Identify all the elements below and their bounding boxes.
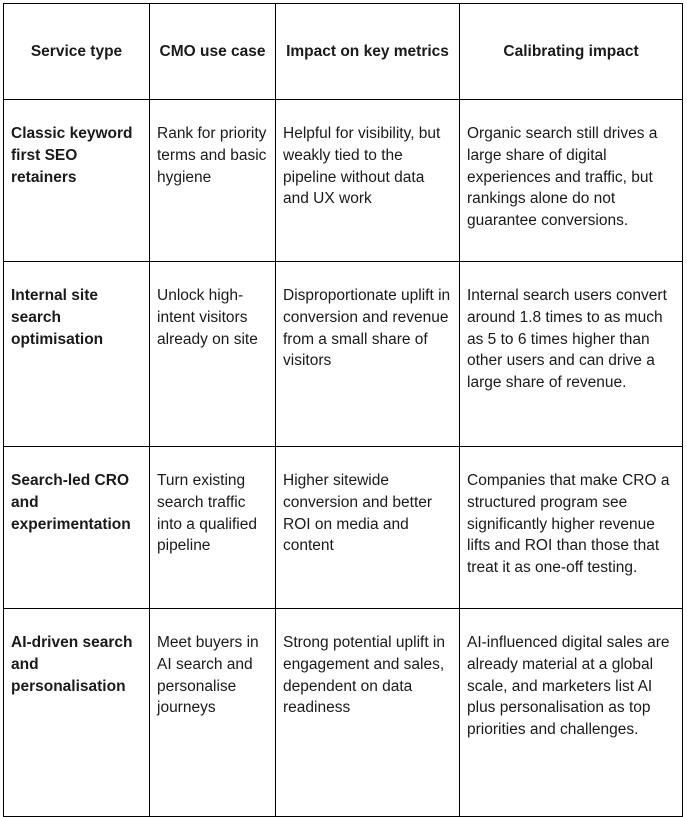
cell-service-type: Internal site search optimisation — [4, 262, 150, 447]
cell-calibrating-impact: Organic search still drives a large share of digital experiences and traffic, but rankings alone do not guarantee conversions. — [460, 100, 683, 262]
cell-calibrating-impact: Internal search users convert around 1.8 times to as much as 5 to 6 times higher than other users and can drive a large share of revenue. — [460, 262, 683, 447]
cell-service-type: Classic keyword first SEO retainers — [4, 100, 150, 262]
service-comparison-table — [3, 3, 683, 817]
cell-cmo-use-case: Meet buyers in AI search and personalise journeys — [150, 609, 276, 817]
cell-impact: Disproportionate uplift in conversion and revenue from a small share of visitors — [276, 262, 460, 447]
table-row — [4, 262, 683, 447]
cell-calibrating-impact: Companies that make CRO a structured program see significantly higher revenue lifts and ROI than those that treat it as one-off testing. — [460, 447, 683, 609]
header-impact-on-key-metrics: Impact on key metrics — [276, 4, 460, 100]
cell-impact: Higher sitewide conversion and better ROI on media and content — [276, 447, 460, 609]
table-body — [4, 100, 683, 817]
cell-impact: Strong potential uplift in engagement and sales, dependent on data readiness — [276, 609, 460, 817]
cell-cmo-use-case: Unlock high-intent visitors already on site — [150, 262, 276, 447]
table-row — [4, 447, 683, 609]
cell-impact: Helpful for visibility, but weakly tied to the pipeline without data and UX work — [276, 100, 460, 262]
header-cmo-use-case: CMO use case — [150, 4, 276, 100]
table-header — [4, 4, 683, 100]
header-row — [4, 4, 683, 100]
cell-cmo-use-case: Rank for priority terms and basic hygiene — [150, 100, 276, 262]
header-service-type: Service type — [4, 4, 150, 100]
table-row — [4, 609, 683, 817]
cell-cmo-use-case: Turn existing search traffic into a qualified pipeline — [150, 447, 276, 609]
header-calibrating-impact: Calibrating impact — [460, 4, 683, 100]
cell-calibrating-impact: AI-influenced digital sales are already material at a global scale, and marketers list AI plus personalisation as top priorities and challenges. — [460, 609, 683, 817]
cell-service-type: Search-led CRO and experimentation — [4, 447, 150, 609]
cell-service-type: AI-driven search and personalisation — [4, 609, 150, 817]
table-row — [4, 100, 683, 262]
